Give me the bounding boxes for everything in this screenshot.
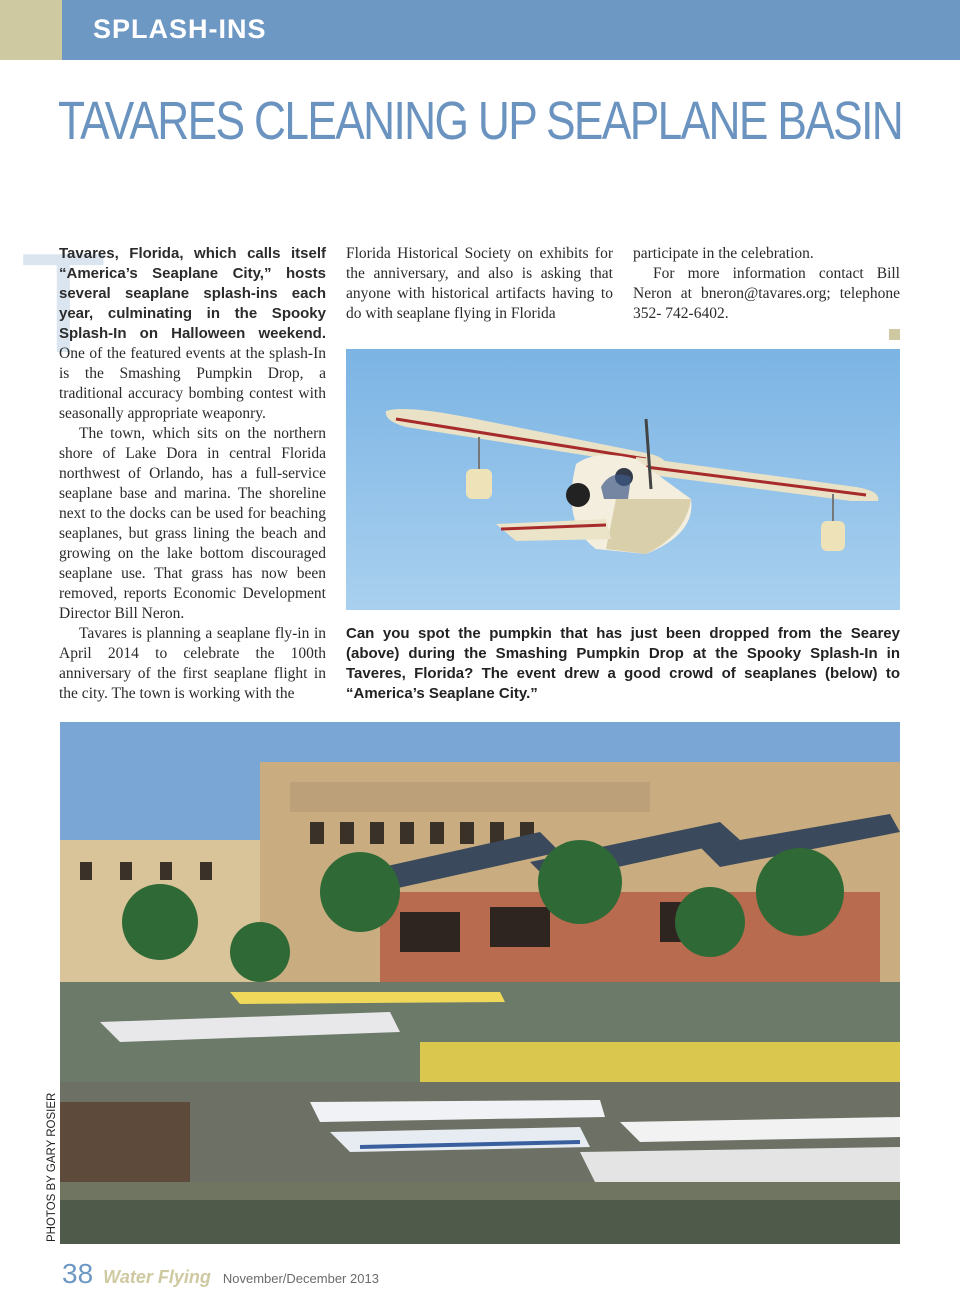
page-number: 38 — [62, 1258, 94, 1289]
svg-text:T: T — [20, 240, 107, 360]
seaplane-basin-photo — [60, 722, 900, 1244]
page-footer — [62, 1258, 379, 1292]
article-column-2 — [346, 244, 613, 324]
magazine-title: Water Flying — [103, 1267, 211, 1287]
column-3-paragraph-1: participate in the celebration. — [633, 245, 814, 262]
column-2-paragraph: Florida Historical Society on exhibits for the anniversary, and also is asking that anyone with historical artifacts having to do with seaplane flying in Florida — [346, 245, 613, 322]
contact-paragraph: For more information contact Bill Neron at bneron@tavares.org; telephone 352- 742-6402. — [633, 265, 900, 322]
paragraph-1-rest: One of the featured events at the splash-In is the Smashing Pumpkin Drop, a traditional accuracy bombing contest with seasonally appropriate weaponry. — [59, 345, 326, 422]
searey-seaplane-photo — [346, 349, 900, 610]
header-accent-swatch — [0, 0, 62, 60]
end-of-article-mark — [889, 329, 900, 340]
paragraph-3: Tavares is planning a seaplane fly-in in April 2014 to celebrate the 100th anniversary of the first seaplane flight in the city. The town is working with the — [59, 625, 326, 702]
section-label: SPLASH-INS — [93, 14, 267, 44]
article-title: TAVARES CLEANING UP SEAPLANE BASIN — [58, 91, 903, 151]
paragraph-2: The town, which sits on the northern shore of Lake Dora in central Florida northwest of Orlando, has a full-service seaplane base and marina. The shoreline next to the docks can be used for beaching seaplanes, but grass lining the beach and growing on the lake bottom discouraged seaplane use. That grass has now been removed, reports Economic Development Director Bill Neron. — [59, 425, 326, 622]
article-column-3 — [633, 244, 900, 340]
photo-caption: Can you spot the pumpkin that has just been dropped from the Searey (above) during the Smashing Pumpkin Drop at the Spooky Splash-In in Taveres, Florida? The event drew a good crowd of seaplanes (below) to “America’s Seaplane City.” — [346, 625, 900, 702]
lead-paragraph: Tavares, Florida, which calls itself “America’s Seaplane City,” hosts several seaplane splash-ins each year, culminating in the Spooky Splash-In on Halloween weekend. — [59, 245, 326, 342]
photo-credit: PHOTOS BY GARY ROSIER — [46, 1092, 58, 1242]
article-column-1 — [59, 244, 326, 704]
section-header — [0, 0, 960, 60]
issue-date: November/December 2013 — [222, 1271, 379, 1286]
